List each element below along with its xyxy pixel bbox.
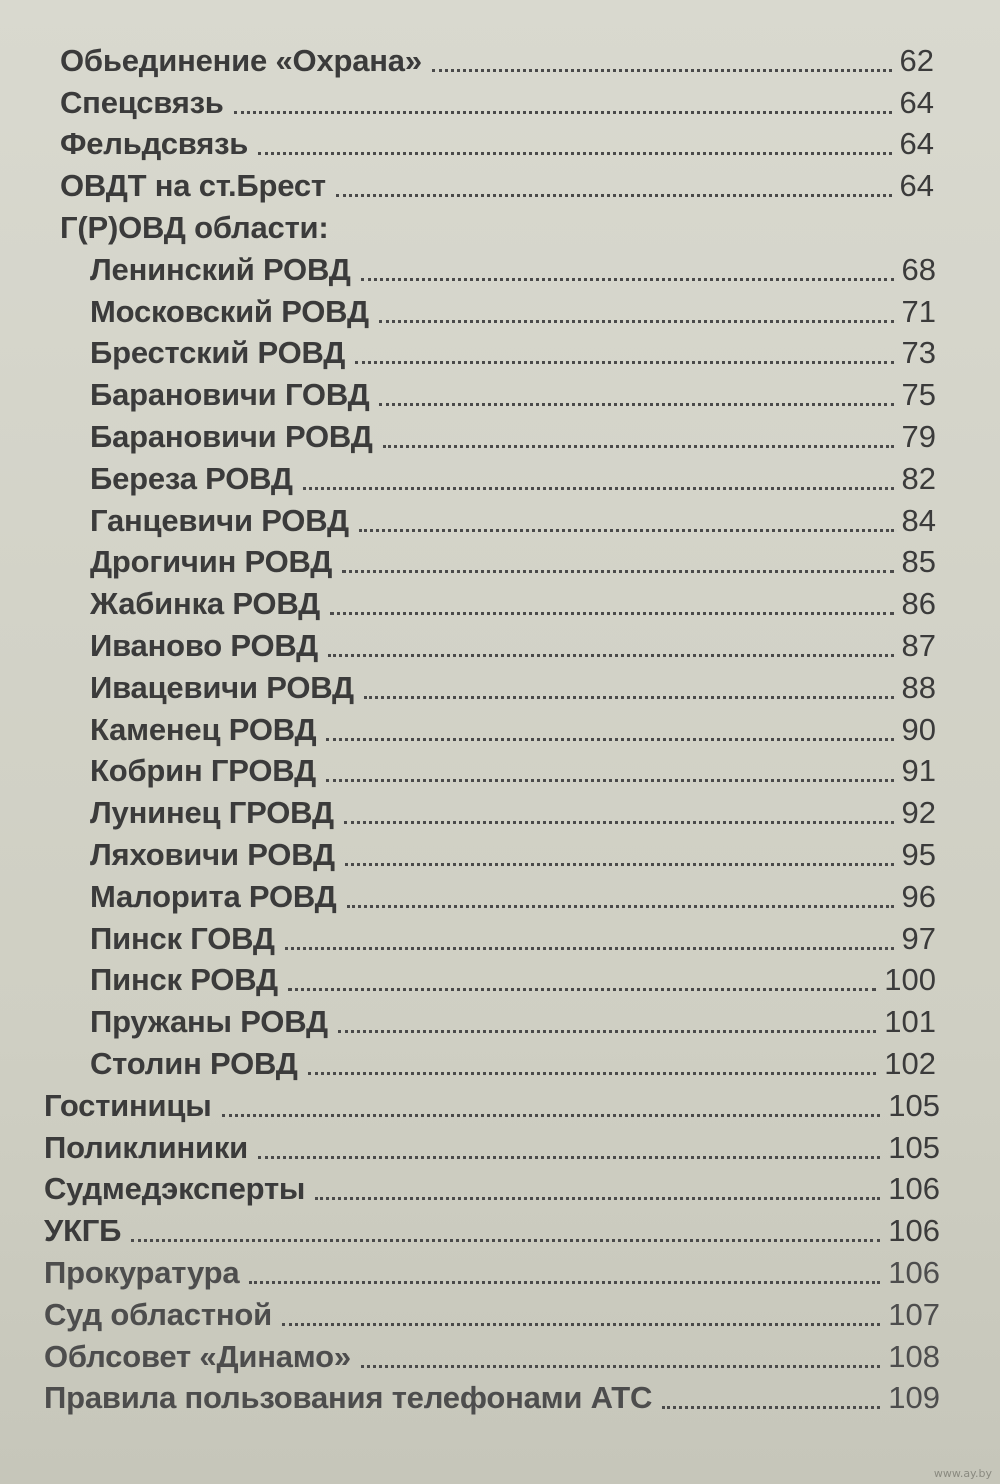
toc-dot-leader	[383, 445, 894, 448]
toc-entry-page: 64	[899, 84, 934, 120]
toc-dot-leader	[330, 612, 894, 615]
toc-dot-leader	[258, 152, 891, 155]
toc-entry-title: Облсовет «Динамо»	[44, 1338, 351, 1374]
toc-entry-page: 106	[888, 1254, 940, 1290]
toc-entry-page: 91	[901, 753, 936, 789]
toc-dot-leader	[326, 779, 894, 782]
toc-entry-page: 79	[901, 418, 936, 454]
toc-entry-title: Правила пользования телефонами АТС	[44, 1380, 653, 1416]
toc-entry-page: 108	[888, 1338, 940, 1374]
toc-dot-leader	[222, 1114, 881, 1117]
toc-entry-title: Лунинец ГРОВД	[90, 795, 334, 831]
toc-dot-leader	[285, 947, 894, 950]
toc-entry	[0, 665, 1000, 707]
toc-entry-page: 95	[901, 836, 936, 872]
toc-entry	[0, 163, 1000, 205]
toc-entry	[0, 749, 1000, 791]
toc-entry	[0, 958, 1000, 1000]
toc-entry-page: 105	[888, 1087, 940, 1123]
toc-dot-leader	[303, 487, 894, 490]
toc-dot-leader	[379, 320, 894, 323]
toc-dot-leader	[249, 1281, 880, 1284]
toc-entry	[0, 790, 1000, 832]
toc-entry-title: Столин РОВД	[90, 1045, 298, 1081]
toc-entry-page: 68	[901, 251, 936, 287]
toc-dot-leader	[361, 278, 894, 281]
toc-entry-title: Поликлиники	[44, 1129, 248, 1165]
toc-dot-leader	[344, 821, 894, 824]
toc-entry-title: Прокуратура	[44, 1254, 240, 1290]
toc-entry	[0, 832, 1000, 874]
toc-entry-page: 82	[901, 460, 936, 496]
toc-entry-title: Дрогичин РОВД	[90, 544, 333, 580]
toc-entry-title: Ленинский РОВД	[90, 251, 351, 287]
toc-entry-title: Пинск ГОВД	[90, 920, 275, 956]
toc-dot-leader	[364, 696, 894, 699]
toc-entry-page: 86	[901, 586, 936, 622]
toc-entry-page: 64	[899, 168, 934, 204]
toc-entry-page: 87	[901, 627, 936, 663]
toc-entry	[0, 1292, 1000, 1334]
toc-dot-leader	[342, 570, 893, 573]
toc-entry-page: 90	[901, 711, 936, 747]
toc-entry	[0, 707, 1000, 749]
toc-entry-page: 96	[901, 878, 936, 914]
toc-entry	[0, 540, 1000, 582]
toc-entry-title: Гостиницы	[44, 1087, 212, 1123]
toc-entry-title: Обьединение «Охрана»	[60, 42, 422, 78]
toc-entry	[0, 1250, 1000, 1292]
toc-entry-title: УКГБ	[44, 1213, 122, 1249]
toc-entry	[0, 916, 1000, 958]
toc-entry	[0, 581, 1000, 623]
toc-entry-title: Брестский РОВД	[90, 335, 346, 371]
toc-dot-leader	[359, 529, 894, 532]
toc-entry-title: ОВДТ на ст.Брест	[60, 168, 326, 204]
toc-entry-title: Ляховичи РОВД	[90, 836, 335, 872]
toc-entry-page: 109	[888, 1380, 940, 1416]
toc-entry-page: 71	[901, 293, 936, 329]
toc-entry	[0, 456, 1000, 498]
toc-dot-leader	[326, 738, 893, 741]
toc-entry-page: 100	[884, 962, 936, 998]
toc-entry-page: 102	[884, 1045, 936, 1081]
toc-entry	[0, 1334, 1000, 1376]
toc-entry-page: 73	[901, 335, 936, 371]
toc-entry-title: Каменец РОВД	[90, 711, 317, 747]
toc-entry	[0, 1167, 1000, 1209]
toc-entry	[0, 1083, 1000, 1125]
toc-entry-title: Барановичи РОВД	[90, 418, 373, 454]
toc-entry	[0, 1376, 1000, 1418]
toc-entry	[0, 289, 1000, 331]
toc-entry-title: Ивацевичи РОВД	[90, 669, 354, 705]
toc-dot-leader	[345, 863, 894, 866]
toc-entry-page: 85	[901, 544, 936, 580]
toc-entry-page: 92	[901, 795, 936, 831]
toc-entry	[0, 414, 1000, 456]
toc-dot-leader	[336, 194, 892, 197]
toc-entry-title: Кобрин ГРОВД	[90, 753, 316, 789]
toc-entry	[0, 498, 1000, 540]
toc-entry-title: Г(Р)ОВД области:	[60, 209, 329, 245]
toc-entry	[0, 999, 1000, 1041]
toc-entry	[0, 38, 1000, 80]
toc-entry-page: 105	[888, 1129, 940, 1165]
toc-dot-leader	[361, 1365, 880, 1368]
toc-entry-title: Малорита РОВД	[90, 878, 337, 914]
toc-entry-page: 75	[901, 377, 936, 413]
toc-entry-title: Пружаны РОВД	[90, 1004, 328, 1040]
toc-entry	[0, 874, 1000, 916]
toc-dot-leader	[288, 988, 876, 991]
toc-entry-title: Иваново РОВД	[90, 627, 319, 663]
toc-entry	[0, 122, 1000, 164]
toc-entry	[0, 1041, 1000, 1083]
toc-entry	[0, 331, 1000, 373]
toc-entry-page: 106	[888, 1213, 940, 1249]
toc-entry	[0, 623, 1000, 665]
toc-entry	[0, 205, 1000, 247]
toc-dot-leader	[282, 1323, 880, 1326]
toc-entry-page: 107	[888, 1296, 940, 1332]
toc-entry	[0, 80, 1000, 122]
toc-entry-title: Барановичи ГОВД	[90, 377, 370, 413]
toc-entry-title: Береза РОВД	[90, 460, 293, 496]
toc-dot-leader	[347, 905, 894, 908]
toc-entry	[0, 1125, 1000, 1167]
toc-entry-title: Московский РОВД	[90, 293, 369, 329]
toc-entry-title: Ганцевичи РОВД	[90, 502, 349, 538]
toc-entry-title: Жабинка РОВД	[90, 586, 320, 622]
toc-entry-page: 101	[884, 1004, 936, 1040]
toc-entry-page: 62	[899, 42, 934, 78]
toc-entry	[0, 247, 1000, 289]
toc-entry-title: Судмедэксперты	[44, 1171, 306, 1207]
watermark: www.ay.by	[933, 1467, 992, 1480]
toc-entry	[0, 1208, 1000, 1250]
toc-entry-page: 88	[901, 669, 936, 705]
toc-entry-title: Фельдсвязь	[60, 126, 249, 162]
toc-entry	[0, 372, 1000, 414]
toc-dot-leader	[258, 1156, 880, 1159]
toc-dot-leader	[328, 654, 893, 657]
toc-entry-page: 64	[899, 126, 934, 162]
toc-entry-title: Спецсвязь	[60, 84, 224, 120]
toc-dot-leader	[338, 1030, 876, 1033]
toc-dot-leader	[315, 1197, 880, 1200]
toc-dot-leader	[234, 111, 892, 114]
table-of-contents	[0, 38, 1000, 1417]
toc-entry-page: 97	[901, 920, 936, 956]
toc-dot-leader	[355, 361, 893, 364]
toc-entry-title: Пинск РОВД	[90, 962, 278, 998]
toc-entry-title: Суд областной	[44, 1296, 272, 1332]
toc-dot-leader	[379, 403, 893, 406]
toc-entry-page: 84	[901, 502, 936, 538]
toc-dot-leader	[432, 69, 892, 72]
toc-dot-leader	[662, 1406, 880, 1409]
toc-entry-page: 106	[888, 1171, 940, 1207]
toc-dot-leader	[131, 1239, 880, 1242]
toc-dot-leader	[308, 1072, 877, 1075]
